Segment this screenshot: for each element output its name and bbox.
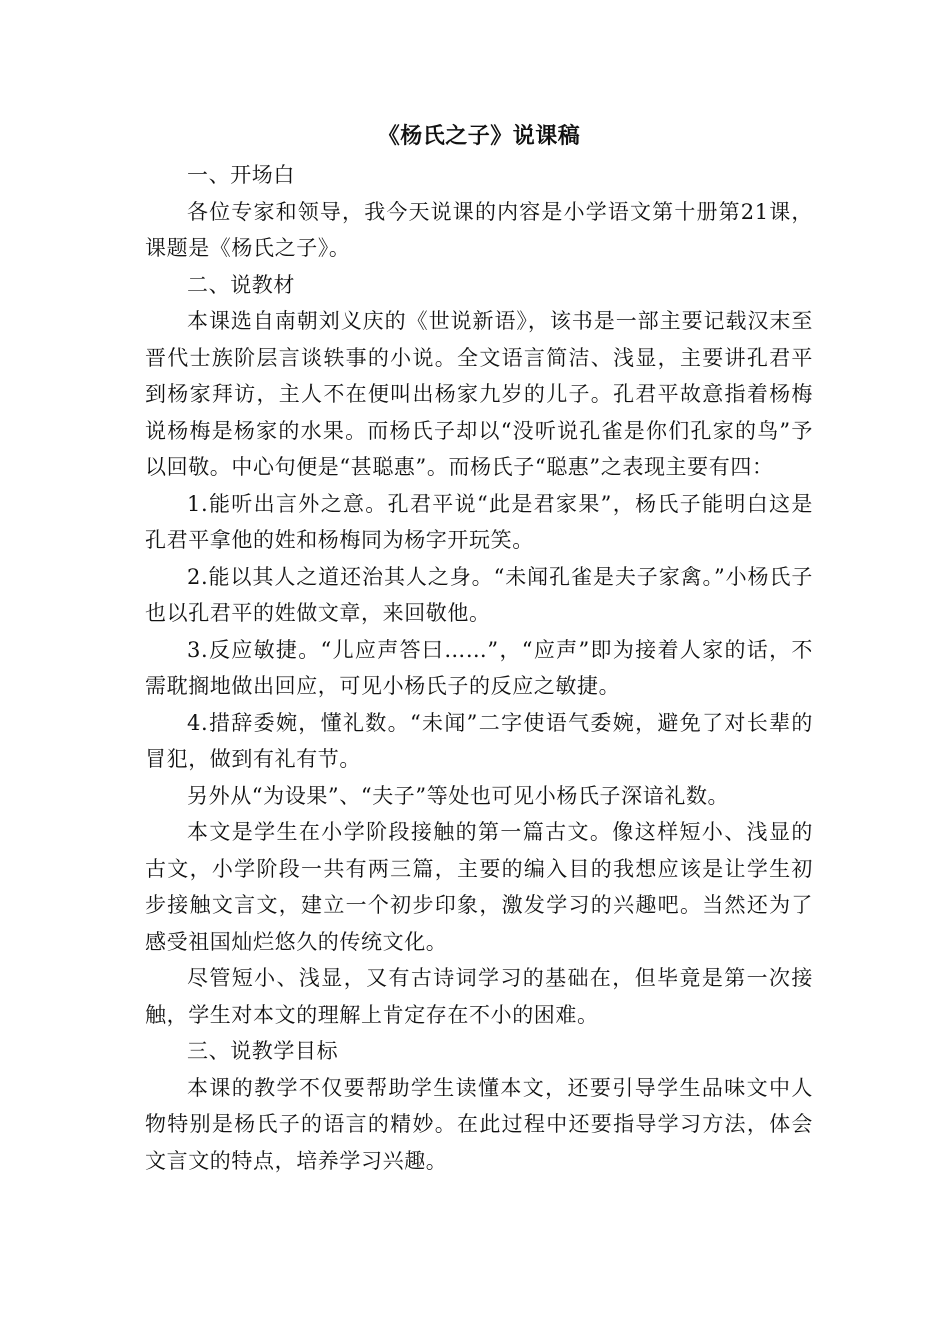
paragraph-first-classical: 本文是学生在小学阶段接触的第一篇古文。像这样短小、浅显的古文，小学阶段一共有两三篇，主要的编入目的我想应该是让学生初步接触文言文，建立一个初步印象，激发学习的兴趣吧。当然还为了感受祖国灿烂悠久的传统文化。 [145,820,813,954]
paragraph-difficulty: 尽管短小、浅显，又有古诗词学习的基础在，但毕竟是第一次接触，学生对本文的理解上肯定存在不小的困难。 [145,966,813,1027]
paragraph-textbook: 本课选自南朝刘义庆的《世说新语》，该书是一部主要记载汉末至晋代士族阶层言谈轶事的小说。全文语言简洁、浅显，主要讲孔君平到杨家拜访，主人不在便叫出杨家九岁的儿子。孔君平故意指着杨梅说杨梅是杨家的水果。而杨氏子却以“没听说孔雀是你们孔家的鸟”予以回敬。中心句便是“甚聪惠”。而杨氏子“聪惠”之表现主要有四： [145,309,813,479]
document-title: 《杨氏之子》说课稿 [377,123,581,149]
paragraph-intro: 各位专家和领导，我今天说课的内容是小学语文第十册第21课，课题是《杨氏之子》。 [145,199,813,260]
paragraph-goals: 本课的教学不仅要帮助学生读懂本文，还要引导学生品味文中人物特别是杨氏子的语言的精妙。在此过程中还要指导学习方法，体会文言文的特点，培养学习兴趣。 [145,1075,813,1173]
list-item-point-1: 1.能听出言外之意。孔君平说“此是君家果”，杨氏子能明白这是孔君平拿他的姓和杨梅同为杨字开玩笑。 [145,491,813,552]
section-heading-opening: 一、开场白 [187,163,295,187]
list-item-point-4: 4.措辞委婉，懂礼数。“未闻”二字使语气委婉，避免了对长辈的冒犯，做到有礼有节。 [145,710,813,771]
document-page [145,118,813,1179]
section-heading-goals: 三、说教学目标 [187,1039,339,1063]
list-item-point-3: 3.反应敏捷。“儿应声答曰……”，“应声”即为接着人家的话，不需耽搁地做出回应，可见小杨氏子的反应之敏捷。 [145,637,813,698]
list-item-point-2: 2.能以其人之道还治其人之身。“未闻孔雀是夫子家禽。”小杨氏子也以孔君平的姓做文章，来回敬他。 [145,564,813,625]
paragraph-etiquette: 另外从“为设果”、“夫子”等处也可见小杨氏子深谙礼数。 [187,783,730,808]
section-heading-textbook: 二、说教材 [187,272,295,297]
